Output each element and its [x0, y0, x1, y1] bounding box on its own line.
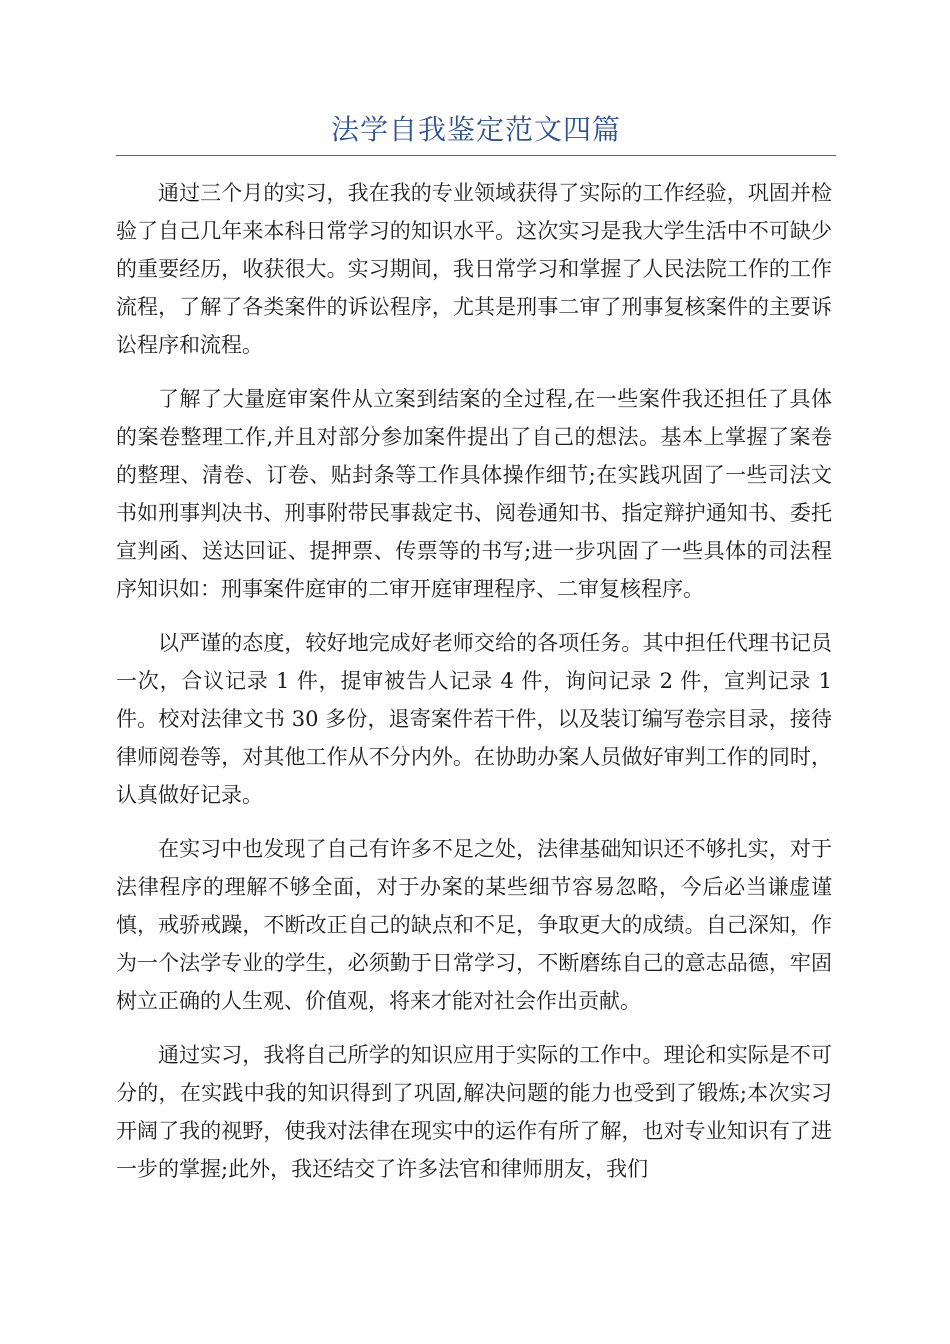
document-body [116, 174, 832, 1188]
document-title: 法学自我鉴定范文四篇 [330, 113, 621, 146]
paragraph-3: 以严谨的态度，较好地完成好老师交给的各项任务。其中担任代理书记员一次，合议记录 1 件，提审被告人记录 4 件，询问记录 2 件，宣判记录 1 件。校对法律文书 30 多份，退寄案件若干件，以及装订编写卷宗目录，接待律师阅卷等，对其他工作从不分内外。在协助办案人员做好审判工作的同时，认真做好记录。 [116, 631, 832, 807]
title-underline [116, 155, 836, 156]
paragraph-4: 在实习中也发现了自己有许多不足之处，法律基础知识还不够扎实，对于法律程序的理解不够全面，对于办案的某些细节容易忽略，今后必当谦虚谨慎，戒骄戒躁，不断改正自己的缺点和不足，争取更大的成绩。自己深知，作为一个法学专业的学生，必须勤于日常学习，不断磨练自己的意志品德，牢固树立正确的人生观、价值观，将来才能对社会作出贡献。 [116, 837, 832, 1013]
paragraph-1: 通过三个月的实习，我在我的专业领域获得了实际的工作经验，巩固并检验了自己几年来本科日常学习的知识水平。这次实习是我大学生活中不可缺少的重要经历，收获很大。实习期间，我日常学习和掌握了人民法院工作的工作流程，了解了各类案件的诉讼程序，尤其是刑事二审了刑事复核案件的主要诉讼程序和流程。 [116, 181, 832, 357]
paragraph-5: 通过实习，我将自己所学的知识应用于实际的工作中。理论和实际是不可分的，在实践中我的知识得到了巩固,解决问题的能力也受到了锻炼;本次实习开阔了我的视野，使我对法律在现实中的运作有所了解，也对专业知识有了进一步的掌握;此外，我还结交了许多法官和律师朋友，我们 [116, 1043, 832, 1181]
paragraph-2: 了解了大量庭审案件从立案到结案的全过程,在一些案件我还担任了具体的案卷整理工作,并且对部分参加案件提出了自己的想法。基本上掌握了案卷的整理、清卷、订卷、贴封条等工作具体操作细节;在实践巩固了一些司法文书如刑事判决书、刑事附带民事裁定书、阅卷通知书、指定辩护通知书、委托宣判函、送达回证、提押票、传票等的书写;进一步巩固了一些具体的司法程序知识如：刑事案件庭审的二审开庭审理程序、二审复核程序。 [116, 387, 832, 601]
